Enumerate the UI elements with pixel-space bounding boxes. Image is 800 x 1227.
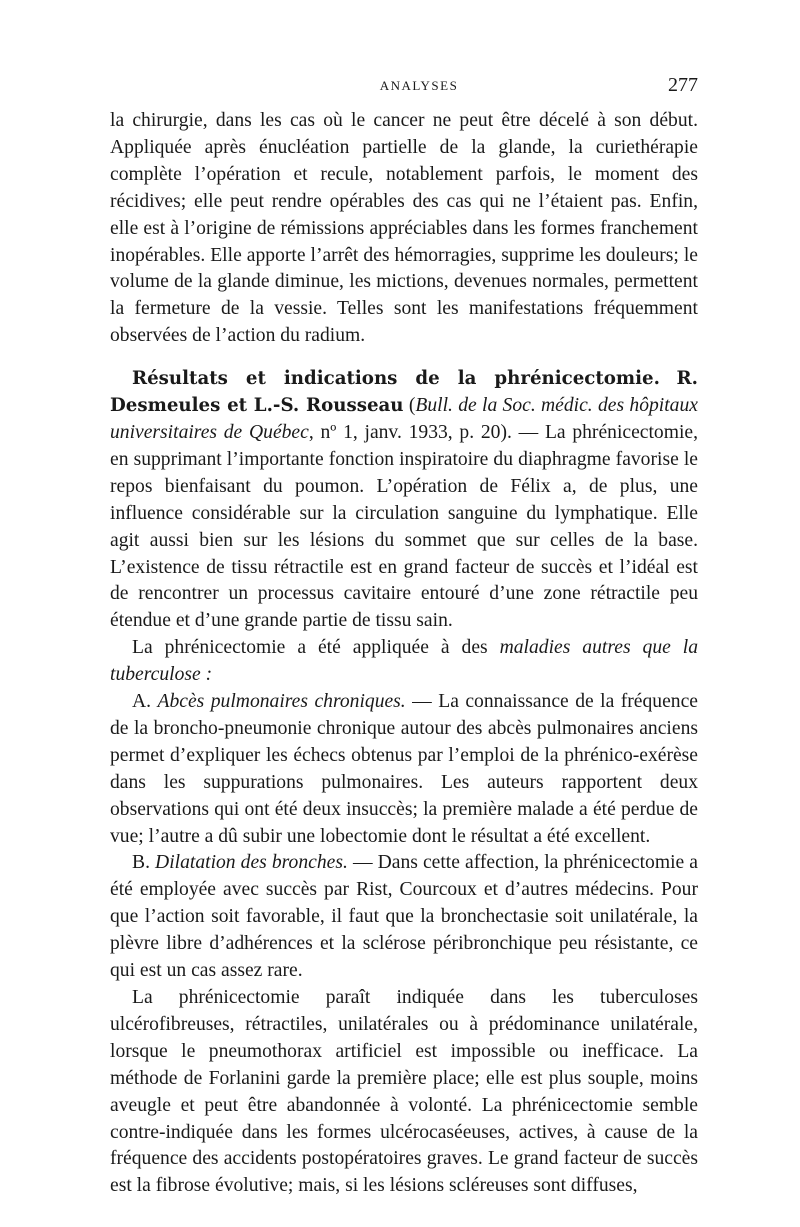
author-rousseau: L.-S. Rousseau (253, 395, 404, 417)
section-intro-emphasis: maladies autres que la tuberculose : (110, 637, 698, 686)
section-a-title: Abcès pulmonaires chroniques. (157, 691, 406, 713)
section-a (110, 689, 698, 850)
journal-title: Bull. de la Soc. médic. des hôpitaux universitaires de Québec (110, 395, 698, 443)
article-entry (110, 366, 698, 635)
final-paragraph: La phrénicectomie paraît indiquée dans les tuberculoses ulcérofibreuses, rétractiles, unilatérales ou à prédominance unilatérale, lorsque le pneumothorax artificiel est impossible ou inefficace. La méthode de Forlanini garde la première place; elle est plus souple, moins aveugle et peut être abandonnée à volonté. La phrénicectomie semble contre-indiquée dans les formes ulcérocaséeuses, actives, à cause de la fréquence des accidents postopératoires graves. Le grand facteur de succès est la fibrose évolutive; mais, si les lésions scléreuses sont diffuses, (110, 987, 698, 1197)
section-b-letter: B. (132, 852, 156, 874)
section-a-letter: A. (132, 691, 158, 713)
section-b (110, 850, 698, 985)
journal-page (110, 74, 699, 1200)
running-title: ANALYSES (379, 78, 459, 93)
section-b-title: Dilatation des bronches. (155, 852, 348, 874)
citation-open: ( (403, 395, 416, 417)
section-intro-lead: La phrénicectomie a été appliquée à des (132, 637, 500, 659)
page-number: 277 (668, 74, 698, 96)
section-intro (110, 635, 698, 689)
running-head (110, 74, 698, 108)
citation-details: , nº 1, janv. 1933, p. 20). (308, 421, 512, 443)
section-a-text: — La connaissance de la fréquence de la broncho-pneumonie chronique autour des abcès pulmonaires anciens permet d’expliquer les échecs obtenus par l’emploi de la phrénico-exérèse dans les suppurations pulmonaires. Les auteurs rapportent deux observations qui ont été deux insuccès; la première malade a été perdue de vue; l’autre a dû subir une lobectomie dont le résultat a été excellent. (110, 691, 698, 847)
author-conjunction: et (220, 395, 254, 417)
section-b-text: — Dans cette affection, la phrénicectomie a été employée avec succès par Rist, Courcoux et d’autres médecins. Pour que l’action soit favorable, il faut que la bronchectasie soit unilatérale, la plèvre libre d’adhérences et la sclérose péribronchique peu résistante, ce qui est un cas assez rare. (110, 852, 698, 982)
article-body (110, 108, 698, 1200)
article-heading: Résultats et indications de la phrénicectomie. (132, 368, 660, 390)
article-abstract: — La phrénicectomie, en supprimant l’importante fonction inspiratoire du diaphragme favorise le repos bienfaisant du poumon. L’opération de Félix a, de plus, une influence considérable sur la circulation sanguine du lymphatique. Elle agit aussi bien sur les lésions du sommet que sur celles de la base. L’existence de tissu rétractile est en grand facteur de succès et l’idéal est de rencontrer un processus cavitaire entouré d’une zone rétractile peu étendue et d’une grande partie de tissu sain. (110, 421, 699, 632)
continued-paragraph: la chirurgie, dans les cas où le cancer ne peut être décelé à son début. Appliquée après énucléation partielle de la glande, la curiethérapie complète l’opération et recule, notablement parfois, le moment des récidives; elle peut rendre opérables des cas qui ne l’étaient pas. Enfin, elle est à l’origine de rémissions appréciables dans les formes franchement inopérables. Elle apporte l’arrêt des hémorragies, supprime les douleurs; le volume de la glande diminue, les mictions, devenues normales, permettent la fermeture de la vessie. Telles sont les manifestations fréquemment observées de l’action du radium. (110, 110, 698, 347)
author-desmeules: R. Desmeules (110, 368, 698, 417)
